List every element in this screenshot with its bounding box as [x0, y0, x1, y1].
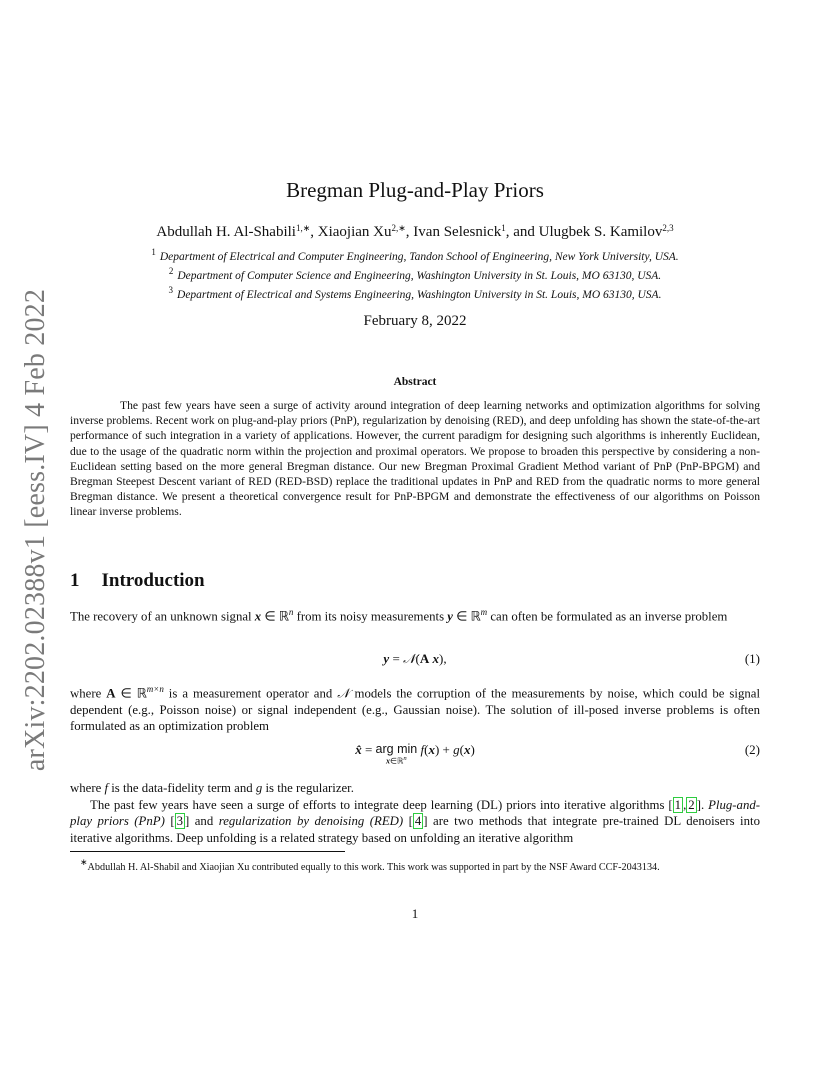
arxiv-identifier: arXiv:2202.02388v1 [eess.IV] 4 Feb 2022 — [20, 288, 51, 772]
affiliation: $^3$ Department of Electrical and Systems Engineering, Washington University in St. Louis, MO 63130, USA. — [168, 285, 662, 301]
citation-link[interactable]: 4 — [414, 814, 422, 829]
author: Ulugbek S. Kamilov$^{2,3}$ — [538, 223, 674, 240]
author: Ivan Selesnick$^1$, and — [413, 223, 539, 240]
author: Xiaojian $Xu^{2,∗}$, — [317, 223, 414, 240]
affiliation: $^2$ Department of Computer Science and Engineering, Washington University in St. Louis, MO 63130, USA. — [168, 266, 662, 282]
paragraph: The past few years have seen a surge of efforts to integrate deep learning (DL) priors into iterative algorithms [ 1 , 2 ]. Plug-and-play priors (PnP) [ 3 ] and regularization by denoising (RED) [ 4 ] are two methods that integrate pre-trained DL denoisers into iterative algorithms. Deep unfolding is a related strategy based on unfolding an iterative algorithm — [70, 798, 760, 845]
citation-link[interactable]: 2 — [688, 798, 695, 812]
footnote: ∗Abdullah H. Al-Shabil and Xiaojian Xu contributed equally to this work. This work was supported in part by the NSF Award CCF-2043134. — [80, 857, 660, 873]
paragraph: where f is the data-fidelity term and g is the regularizer. — [70, 781, 354, 795]
footnote-rule — [70, 851, 345, 852]
author: Abdullah H. Al-Shabili$^{1,∗}$, — [156, 223, 318, 240]
publication-date: February 8, 2022 — [363, 313, 467, 329]
citation-link[interactable]: 3 — [176, 814, 183, 829]
affiliation: $^1$ Department of Electrical and Computer Engineering, Tandon School of Engineering, New York University, USA. — [151, 247, 679, 263]
author-list — [70, 223, 760, 241]
abstract-heading: Abstract — [393, 376, 437, 388]
page-number: 1 — [411, 906, 419, 921]
abstract-text: The past few years have seen a surge of activity around integration of deep learning networks and optimization algorithms for solving inverse problems. Recent work on plug-and-play priors (PnP), regularization by denoising (RED), and deep unfolding has shown the state-of-the-art performance of such integration in a variety of applications. However, the current paradigm for designing such algorithms is inherently Euclidean, due to the usage of the quadratic norm within the projection and proximal operators. We propose to broaden this perspective by considering a non-Euclidean setting based on the more general Bregman distance. Our new Bregman Proximal Gradient Method variant of PnP (PnP-BPGM) and Bregman Steepest Descent variant of RED (RED-BSD) replace the traditional updates in PnP and RED from the quadratic norms to more general Bregman distance. We present a theoretical convergence result for PnP-BPGM and demonstrate the effectiveness of our algorithms on Poisson linear inverse problems. — [70, 399, 760, 519]
paragraph: The recovery of an unknown signal x ∈ ℝ$^n$ from its noisy measurements y ∈ ℝ$^m$ can often be formulated as an inverse problem — [70, 607, 728, 624]
citation-link[interactable]: 1 — [674, 798, 682, 812]
paper-title: Bregman Plug-and-Play Priors — [286, 178, 544, 202]
paragraph: where A ∈ ℝ$^{m\times n}$ is a measurement operator and 𝒩 models the corruption of the measurements by noise, which could be signal dependent (e.g., Poisson noise) or signal independent (e.g., Gaussian noise). The solution of ill-posed inverse problems is often formulated as an optimization problem — [70, 684, 761, 734]
section-heading: 1 Introduction — [70, 570, 205, 591]
